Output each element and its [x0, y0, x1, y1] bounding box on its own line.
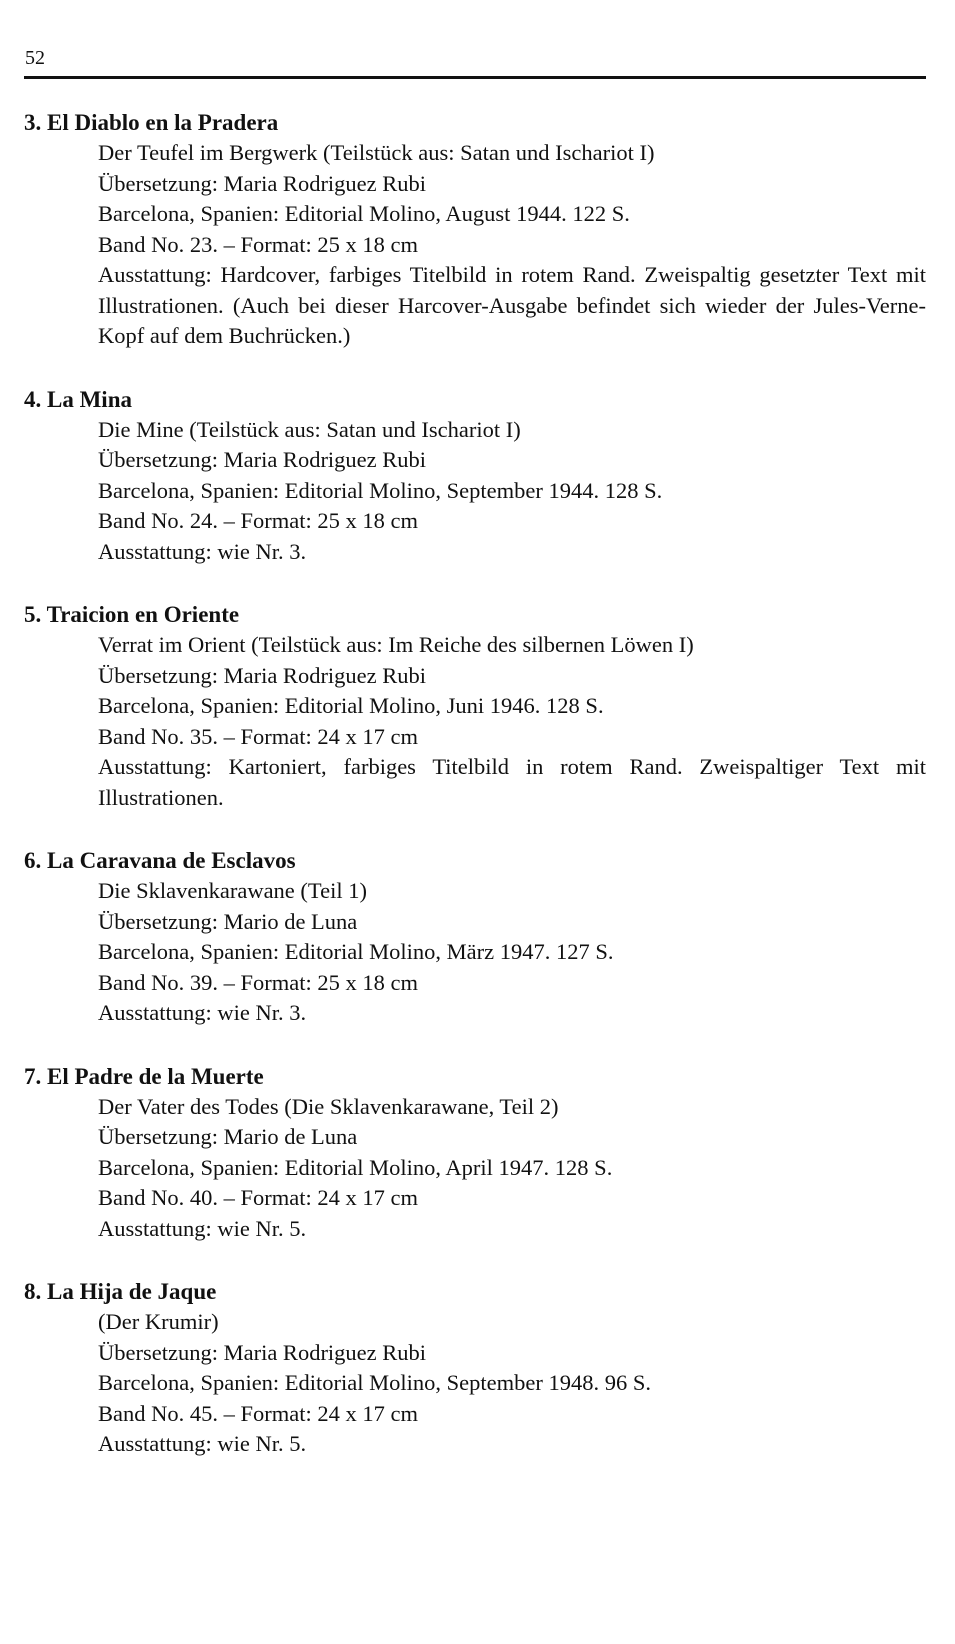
entry-title: 7. El Padre de la Muerte — [24, 1063, 264, 1089]
entry-volume: Band No. 39. – Format: 25 x 18 cm — [98, 969, 418, 995]
entry-title: 5. Traicion en Oriente — [24, 602, 240, 627]
bibliography-entry — [24, 1277, 926, 1460]
entry-translation: Übersetzung: Mario de Luna — [98, 908, 358, 934]
bibliography-list — [24, 108, 926, 1493]
entry-translation: Übersetzung: Maria Rodriguez Rubi — [98, 1339, 427, 1365]
entry-publication: Barcelona, Spanien: Editorial Molino, Juni 1946. 128 S. — [98, 693, 604, 718]
bibliography-entry — [24, 600, 926, 813]
entry-volume: Band No. 45. – Format: 24 x 17 cm — [98, 1400, 418, 1426]
bibliography-entry — [24, 1062, 926, 1245]
entry-translation: Übersetzung: Maria Rodriguez Rubi — [98, 170, 427, 196]
entry-volume: Band No. 23. – Format: 25 x 18 cm — [98, 231, 418, 257]
entry-title: 8. La Hija de Jaque — [24, 1279, 217, 1304]
entry-original-title: (Der Krumir) — [98, 1309, 219, 1334]
entry-publication: Barcelona, Spanien: Editorial Molino, April 1947. 128 S. — [98, 1154, 613, 1180]
bibliography-entry — [24, 385, 926, 568]
entry-original-title: Die Sklavenkarawane (Teil 1) — [98, 878, 367, 903]
entry-translation: Übersetzung: Maria Rodriguez Rubi — [98, 447, 427, 472]
entry-original-title: Verrat im Orient (Teilstück aus: Im Reiche des silbernen Löwen I) — [98, 632, 694, 657]
entry-title: 4. La Mina — [24, 386, 132, 412]
entry-volume: Band No. 24. – Format: 25 x 18 cm — [98, 508, 418, 533]
entry-features: Ausstattung: wie Nr. 5. — [98, 1431, 307, 1456]
entry-publication: Barcelona, Spanien: Editorial Molino, März 1947. 127 S. — [98, 939, 614, 964]
entry-publication: Barcelona, Spanien: Editorial Molino, August 1944. 122 S. — [98, 201, 630, 226]
entry-translation: Übersetzung: Mario de Luna — [98, 1124, 358, 1149]
entry-publication: Barcelona, Spanien: Editorial Molino, September 1944. 128 S. — [98, 477, 663, 503]
entry-translation: Übersetzung: Maria Rodriguez Rubi — [98, 662, 427, 688]
bibliography-entry — [24, 846, 926, 1029]
entry-title: 6. La Caravana de Esclavos — [24, 848, 296, 873]
page-header — [24, 42, 926, 79]
entry-volume: Band No. 40. – Format: 24 x 17 cm — [98, 1185, 418, 1210]
entry-original-title: Die Mine (Teilstück aus: Satan und Ischariot I) — [98, 416, 521, 442]
entry-publication: Barcelona, Spanien: Editorial Molino, September 1948. 96 S. — [98, 1370, 652, 1395]
entry-title: 3. El Diablo en la Pradera — [24, 110, 279, 135]
page-number: 52 — [25, 47, 45, 69]
entry-original-title: Der Vater des Todes (Die Sklavenkarawane, Teil 2) — [98, 1093, 559, 1119]
entry-features: Ausstattung: Kartoniert, farbiges Titelbild in rotem Rand. Zweispaltiger Text mit Illustrationen. — [98, 754, 926, 810]
entry-features: Ausstattung: wie Nr. 3. — [98, 538, 307, 564]
bibliography-entry — [24, 108, 926, 352]
entry-features: Ausstattung: wie Nr. 5. — [98, 1215, 307, 1241]
entry-original-title: Der Teufel im Bergwerk (Teilstück aus: Satan und Ischariot I) — [98, 140, 655, 165]
entry-volume: Band No. 35. – Format: 24 x 17 cm — [98, 723, 418, 749]
entry-features: Ausstattung: wie Nr. 3. — [98, 1000, 307, 1025]
entry-features: Ausstattung: Hardcover, farbiges Titelbild in rotem Rand. Zweispaltig gesetzter Text mit Illustrationen. (Auch bei dieser Harcover-Ausgabe befindet sich wieder der Jules-Verne-Kopf auf dem Buchrücken.) — [98, 262, 926, 348]
